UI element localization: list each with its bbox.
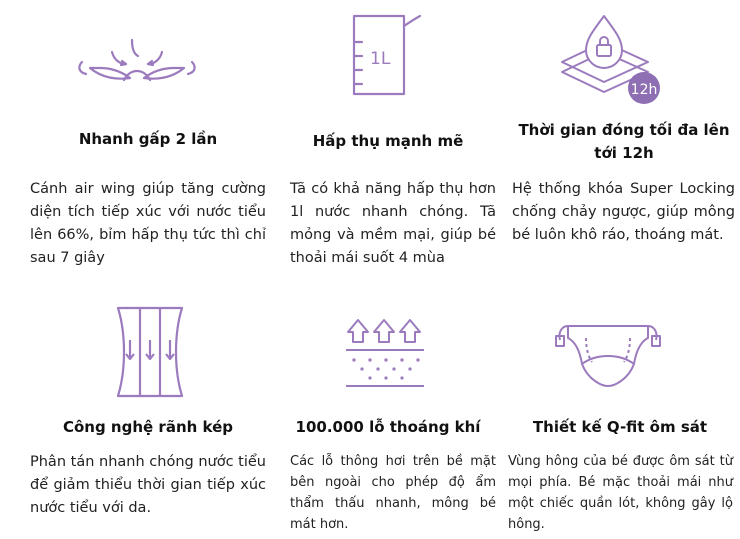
lock-layers-icon: [556, 10, 666, 105]
double-channel-icon: [112, 304, 188, 400]
feature-title: 100.000 lỗ thoáng khí: [295, 418, 481, 436]
measuring-cup-icon: [348, 12, 428, 102]
feature-description: Tã có khả năng hấp thụ hơn 1l nước nhanh chóng. Tã mỏng và mềm mại, giúp bé thoải mái suốt 4 mùa: [290, 181, 496, 266]
feature-description: Cánh air wing giúp tăng cường diện tích tiếp xúc với nước tiểu lên 66%, bỉm hấp thụ tức thì chỉ sau 7 giây: [30, 181, 266, 266]
diaper-fit-icon: [552, 318, 664, 390]
cup-label: 1L: [370, 49, 391, 69]
feature-description: Hệ thống khóa Super Locking chống chảy ngược, giúp mông bé luôn khô ráo, thoáng mát.: [512, 181, 735, 243]
feature-description: Các lỗ thông hơi trên bề mặt bên ngoài cho phép độ ẩm thẩm thấu nhanh, mông bé mát hơn.: [290, 454, 496, 532]
feature-description: Vùng hông của bé được ôm sát từ mọi phía. Bé mặc thoải mái như một chiếc quần lót, không gây lộ hông.: [508, 454, 733, 532]
air-wing-icon: [72, 28, 202, 98]
feature-title: Hấp thụ mạnh mẽ: [312, 132, 464, 150]
feature-title: Nhanh gấp 2 lần: [78, 130, 218, 148]
feature-title: Công nghệ rãnh kép: [62, 418, 234, 436]
breathable-holes-icon: [342, 314, 428, 390]
feature-description: Phân tán nhanh chóng nước tiểu để giảm thiểu thời gian tiếp xúc nước tiểu với da.: [30, 454, 266, 516]
feature-title: Thời gian đóng tối đa lên tới 12h: [518, 121, 730, 162]
hours-badge: 12h: [630, 82, 658, 98]
feature-title: Thiết kế Q-fit ôm sát: [532, 418, 708, 436]
